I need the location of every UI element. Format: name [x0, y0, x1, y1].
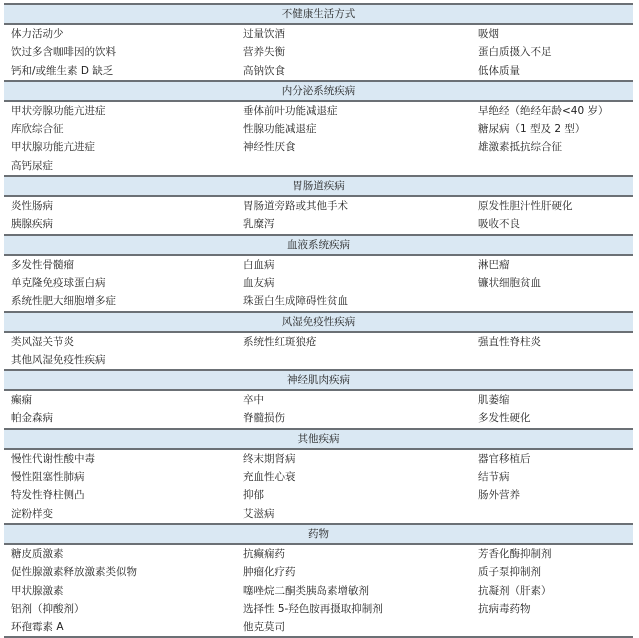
table-cell: 低体质量 [478, 64, 520, 77]
table-cell: 其他风湿免疫性疾病 [11, 353, 106, 366]
table-cell: 多发性骨髓瘤 [11, 258, 74, 271]
table-cell: 白血病 [243, 258, 275, 271]
table-cell: 脊髓损伤 [243, 412, 285, 425]
table-cell: 环孢霉素 A [11, 621, 64, 634]
table-cell: 神经性厌食 [243, 141, 296, 154]
table-cell: 肠外营养 [478, 489, 520, 502]
table-cell: 雄激素抵抗综合征 [478, 141, 562, 154]
table-cell: 器官移植后 [478, 452, 531, 465]
table-row [4, 215, 633, 233]
table-cell: 原发性胆汁性肝硬化 [478, 200, 573, 213]
table-cell: 饮过多含咖啡因的饮料 [11, 46, 116, 59]
table-cell: 甲状腺功能亢进症 [11, 141, 95, 154]
table-row [4, 25, 633, 43]
table-cell: 体力活动少 [11, 28, 64, 40]
table-row [4, 545, 633, 563]
table-cell: 促性腺激素释放激素类似物 [11, 566, 137, 579]
table-row [4, 505, 633, 523]
table-row [4, 468, 633, 486]
table-cell: 吸烟 [478, 28, 499, 40]
table-cell [243, 351, 478, 369]
table-cell: 淀粉样变 [11, 507, 53, 520]
table-cell: 高钠饮食 [243, 64, 285, 77]
table-cell: 系统性红斑狼疮 [243, 335, 317, 348]
table-cell: 吸收不良 [478, 218, 520, 231]
table-cell: 早绝经（绝经年龄<40 岁） [478, 104, 609, 117]
table-cell: 淋巴瘤 [478, 258, 510, 271]
risk-factor-table [4, 3, 633, 638]
table-row [4, 256, 633, 274]
table-row [4, 197, 633, 215]
table-cell: 慢性阻塞性肺病 [11, 471, 85, 484]
table-cell: 抑郁 [243, 489, 264, 502]
table-cell: 癫痫 [11, 394, 32, 407]
table-row [4, 43, 633, 61]
table-cell: 艾滋病 [243, 507, 275, 520]
section-header: 胃肠道疾病 [4, 175, 633, 197]
table-cell: 胰腺疾病 [11, 218, 53, 231]
table-cell: 帕金森病 [11, 412, 53, 425]
table-cell: 多发性硬化 [478, 412, 531, 425]
table-cell: 噻唑烷二酮类胰岛素增敏剂 [243, 584, 369, 597]
section-header: 神经肌肉疾病 [4, 369, 633, 391]
table-cell: 抗癫痫药 [243, 547, 285, 560]
table-row [4, 409, 633, 427]
table-cell: 系统性肥大细胞增多症 [11, 295, 116, 308]
table-cell: 质子泵抑制剂 [478, 566, 541, 579]
table-row [4, 333, 633, 351]
table-cell: 垂体前叶功能减退症 [243, 104, 338, 117]
table-cell: 抗凝剂（肝素） [478, 584, 552, 597]
table-row [4, 157, 633, 175]
table-cell: 充血性心衰 [243, 471, 296, 484]
table-cell [478, 618, 633, 636]
table-cell: 类风湿关节炎 [11, 335, 74, 348]
table-cell [478, 157, 633, 175]
table-row [4, 62, 633, 80]
table-cell: 特发性脊柱侧凸 [11, 489, 85, 502]
section-header: 内分泌系统疾病 [4, 80, 633, 102]
table-cell: 高钙尿症 [11, 159, 53, 172]
table-cell: 结节病 [478, 471, 510, 484]
table-cell [243, 157, 478, 175]
table-cell: 性腺功能减退症 [243, 123, 317, 136]
table-cell: 终末期肾病 [243, 452, 296, 465]
table-cell: 乳糜泻 [243, 218, 275, 231]
table-cell: 甲状旁腺功能亢进症 [11, 104, 106, 117]
table-cell: 肿瘤化疗药 [243, 566, 296, 579]
section-header: 药物 [4, 523, 633, 545]
table-cell: 镰状细胞贫血 [478, 276, 541, 289]
table-cell: 慢性代谢性酸中毒 [11, 452, 95, 465]
table-cell [478, 505, 633, 523]
table-cell: 珠蛋白生成障碍性贫血 [243, 295, 348, 308]
table-row [4, 618, 633, 636]
table-cell: 选择性 5-羟色胺再摄取抑制剂 [243, 602, 383, 615]
table-row [4, 138, 633, 156]
table-row [4, 292, 633, 310]
table-cell: 抗病毒药物 [478, 602, 531, 615]
table-row [4, 450, 633, 468]
table-cell [478, 292, 633, 310]
table-row [4, 391, 633, 409]
table-cell: 卒中 [243, 394, 264, 407]
table-cell: 强直性脊柱炎 [478, 335, 541, 348]
section-header: 其他疾病 [4, 428, 633, 450]
table-cell: 他克莫司 [243, 621, 285, 634]
table-row [4, 274, 633, 292]
table-cell: 营养失衡 [243, 46, 285, 59]
table-row [4, 582, 633, 600]
table-row [4, 102, 633, 120]
table-cell: 糖皮质激素 [11, 547, 64, 560]
table-row [4, 486, 633, 504]
table-row [4, 600, 633, 618]
table-cell: 过量饮酒 [243, 28, 285, 40]
table-cell: 糖尿病（1 型及 2 型） [478, 123, 586, 136]
table-cell [478, 351, 633, 369]
table-row [4, 563, 633, 581]
section-header: 风湿免疫性疾病 [4, 311, 633, 333]
table-cell: 钙和/或维生素 D 缺乏 [11, 64, 114, 77]
table-cell: 单克隆免疫球蛋白病 [11, 276, 106, 289]
table-cell: 血友病 [243, 276, 275, 289]
table-cell: 甲状腺激素 [11, 584, 64, 597]
table-cell: 蛋白质摄入不足 [478, 46, 552, 59]
section-header: 不健康生活方式 [4, 3, 633, 25]
section-header: 血液系统疾病 [4, 234, 633, 256]
table-cell: 炎性肠病 [11, 200, 53, 213]
table-row [4, 120, 633, 138]
table-cell: 肌萎缩 [478, 394, 510, 407]
table-cell: 铝剂（抑酸剂） [11, 602, 85, 615]
table-cell: 胃肠道旁路或其他手术 [243, 200, 348, 213]
table-row [4, 351, 633, 369]
table-cell: 库欣综合征 [11, 123, 64, 136]
table-cell: 芳香化酶抑制剂 [478, 547, 552, 560]
